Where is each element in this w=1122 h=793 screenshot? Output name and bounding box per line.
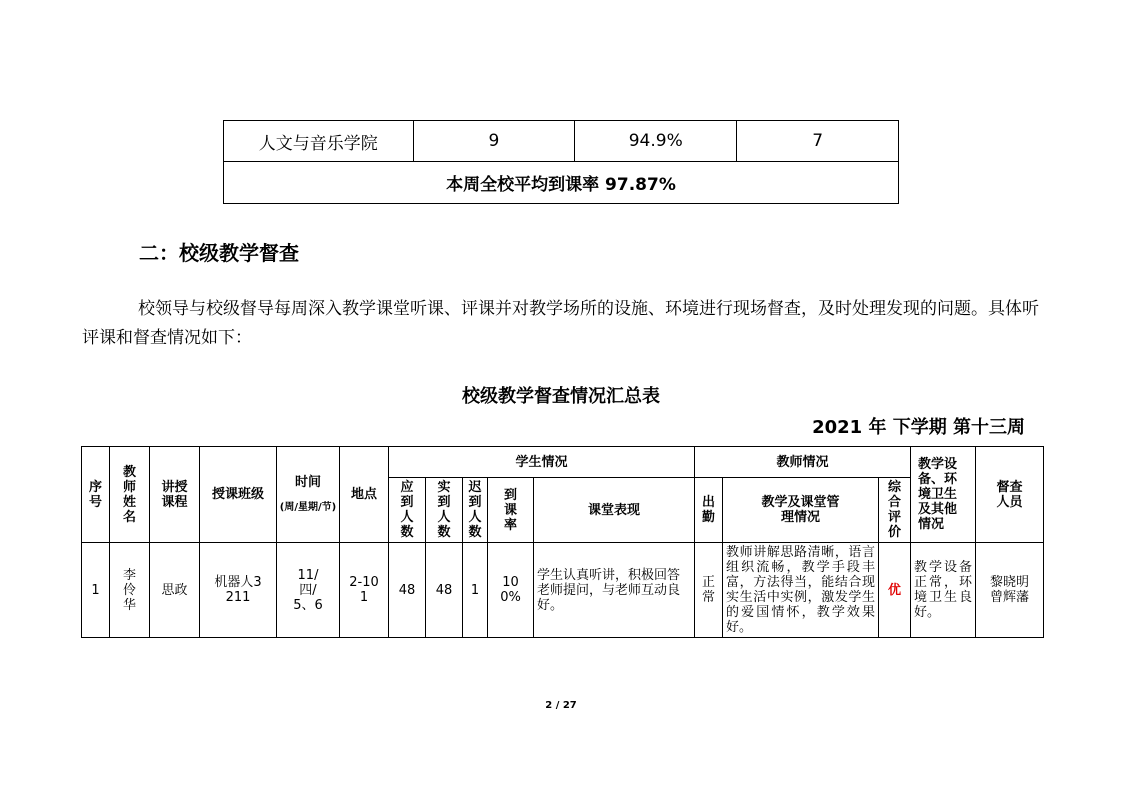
header-teacher-info: 教师情况 <box>695 447 911 478</box>
header-students: 学生情况 <box>389 447 695 478</box>
header-row-1 <box>82 447 1044 478</box>
row-attendance: 正常 <box>695 543 723 638</box>
header-course: 讲授课程 <box>150 447 200 543</box>
row-time: 11/四/5、6 <box>277 543 340 638</box>
page-number: 2 / 27 <box>545 700 577 711</box>
header-performance: 课堂表现 <box>534 478 695 543</box>
header-rate: 到课率 <box>488 478 534 543</box>
college-cell: 人文与音乐学院 <box>224 121 414 162</box>
header-class: 授课班级 <box>200 447 277 543</box>
header-teacher: 教师姓名 <box>110 447 150 543</box>
row-inspectors: 黎晓明曾辉藩 <box>976 543 1044 638</box>
row-equipment: 教学设备正常，环境卫生良好。 <box>911 543 976 638</box>
header-place: 地点 <box>340 447 389 543</box>
header-expected: 应到人数 <box>389 478 426 543</box>
header-no: 序号 <box>82 447 110 543</box>
section-heading: 二：校级教学督查 <box>139 241 299 265</box>
header-attendance: 出勤 <box>695 478 723 543</box>
average-rate: 本周全校平均到课率 97.87% <box>224 162 899 204</box>
row-performance: 学生认真听讲，积极回答老师提问，与老师互动良好。 <box>534 543 695 638</box>
summary-row <box>224 162 899 204</box>
row-expected: 48 <box>389 543 426 638</box>
term-label: 2021 年 下学期 第十三周 <box>812 417 1025 438</box>
supervision-table <box>81 446 1044 638</box>
attendance-table <box>223 120 899 204</box>
row-rate: 100% <box>488 543 534 638</box>
header-equipment: 教学设备、环境卫生及其他情况 <box>911 447 976 543</box>
header-actual: 实到人数 <box>426 478 463 543</box>
rate-cell: 94.9% <box>575 121 737 162</box>
table-title: 校级教学督查情况汇总表 <box>462 386 660 407</box>
row-no: 1 <box>82 543 110 638</box>
header-overall: 综合评价 <box>879 478 911 543</box>
count-cell: 9 <box>413 121 575 162</box>
row-teaching: 教师讲解思路清晰，语言组织流畅，教学手段丰富，方法得当，能结合现实生活中实例，激发学生的爱国情怀，教学效果好。 <box>723 543 879 638</box>
section-paragraph: 校领导与校级督导每周深入教学课堂听课、评课并对教学场所的设施、环境进行现场督查，及时处理发现的问题。具体听评课和督查情况如下： <box>82 299 1039 348</box>
table-row <box>82 543 1044 638</box>
count2-cell: 7 <box>737 121 899 162</box>
header-inspectors: 督查人员 <box>976 447 1044 543</box>
header-late: 迟到人数 <box>463 478 488 543</box>
row-class: 机器人3211 <box>200 543 277 638</box>
table-row <box>224 121 899 162</box>
row-place: 2-101 <box>340 543 389 638</box>
header-teaching: 教学及课堂管理情况 <box>723 478 879 543</box>
row-course: 思政 <box>150 543 200 638</box>
header-time: 时间 (周/星期/节) <box>277 447 340 543</box>
row-actual: 48 <box>426 543 463 638</box>
row-overall: 优 <box>879 543 911 638</box>
row-teacher: 李伶华 <box>110 543 150 638</box>
row-late: 1 <box>463 543 488 638</box>
